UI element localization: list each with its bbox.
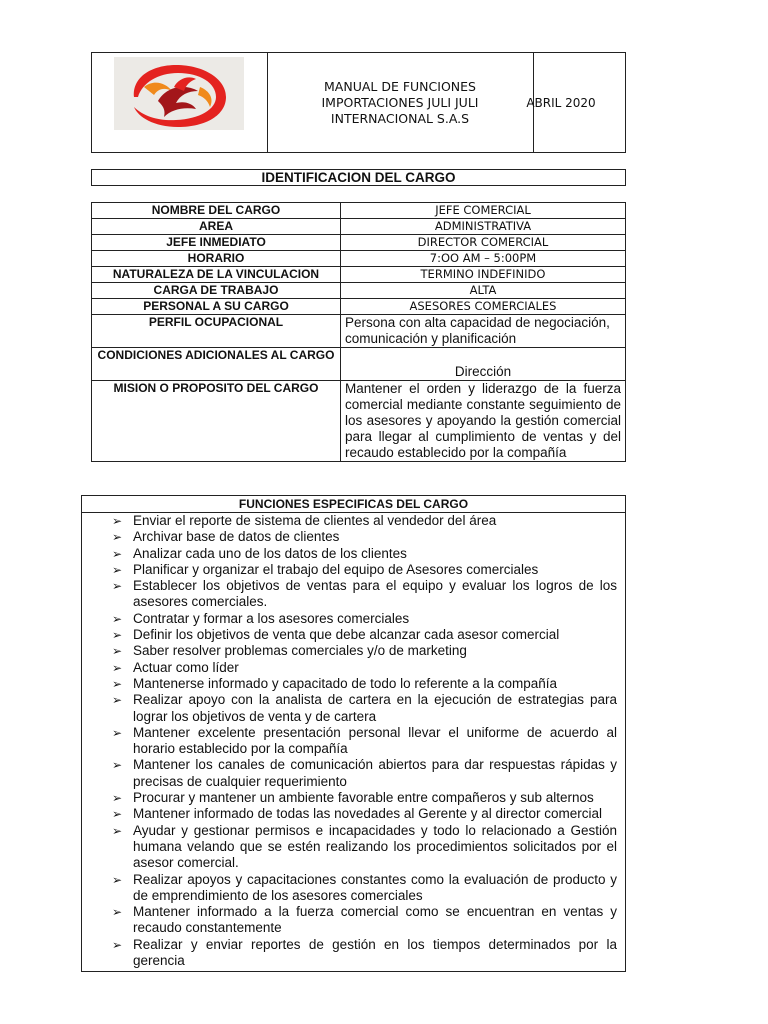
arrow-bullet-icon: ➢: [112, 937, 123, 952]
function-text: Definir los objetivos de venta que debe alcanzar cada asesor comercial: [133, 627, 560, 643]
arrow-bullet-icon: ➢: [112, 644, 123, 659]
logo-cell: [92, 53, 268, 152]
function-text: Procurar y mantener un ambiente favorable entre compañeros y sub alternos: [133, 790, 594, 806]
function-text: Enviar el reporte de sistema de clientes al vendedor del área: [133, 513, 497, 528]
row-label: CARGA DE TRABAJO: [92, 283, 341, 299]
section-title: IDENTIFICACION DEL CARGO: [91, 169, 626, 186]
manual-title: MANUAL DE FUNCIONES IMPORTACIONES JULI JULI INTERNACIONAL S.A.S: [267, 53, 534, 152]
functions-title: FUNCIONES ESPECIFICAS DEL CARGO: [82, 496, 625, 513]
arrow-bullet-icon: ➢: [112, 546, 123, 561]
function-text: Saber resolver problemas comerciales y/o de marketing: [133, 643, 467, 659]
function-text: Realizar y enviar reportes de gestión en los tiempos determinados por la gerencia: [133, 936, 617, 969]
row-value: Mantener el orden y liderazgo de la fuerza comercial mediante constante seguimiento de los asesores y apoyando la gestión comercial para llegar al cumplimiento de ventas y del recaudo establecido por la compañía: [341, 381, 626, 462]
list-item: [109, 725, 617, 758]
list-item: [109, 692, 617, 725]
arrow-bullet-icon: ➢: [112, 562, 123, 577]
row-label: HORARIO: [92, 251, 341, 267]
arrow-bullet-icon: ➢: [112, 676, 123, 691]
arrow-bullet-icon: ➢: [112, 611, 123, 626]
table-row: [92, 299, 626, 315]
list-item: [109, 660, 617, 676]
list-item: [109, 627, 617, 643]
table-row: [92, 219, 626, 235]
list-item: [109, 546, 617, 562]
row-value: DIRECTOR COMERCIAL: [341, 235, 626, 251]
list-item: [109, 676, 617, 692]
table-row: [92, 381, 626, 462]
function-text: Establecer los objetivos de ventas para el equipo y evaluar los logros de los asesores comerciales.: [133, 578, 617, 610]
function-text: Mantenerse informado y capacitado de todo lo referente a la compañía: [133, 675, 558, 691]
list-item: [109, 904, 617, 937]
table-row: [92, 348, 626, 381]
arrow-bullet-icon: ➢: [112, 905, 123, 920]
row-value: TERMINO INDEFINIDO: [341, 267, 626, 283]
row-label: MISION O PROPOSITO DEL CARGO: [92, 381, 341, 462]
function-text: Mantener informado de todas las novedades al Gerente y al director comercial: [133, 806, 602, 822]
function-text: Realizar apoyo con la analista de cartera en la ejecución de estrategias para lograr los objetivos de venta y de cartera: [133, 692, 617, 724]
function-text: Mantener informado a la fuerza comercial como se encuentran en ventas y recaudo constantemente: [133, 904, 617, 936]
function-text: Actuar como líder: [133, 659, 239, 675]
function-text: Planificar y organizar el trabajo del equipo de Asesores comerciales: [133, 561, 539, 577]
arrow-bullet-icon: ➢: [112, 758, 123, 773]
row-label: PERSONAL A SU CARGO: [92, 299, 341, 315]
arrow-bullet-icon: ➢: [112, 693, 123, 708]
list-item: [109, 806, 617, 822]
list-item: [109, 643, 617, 659]
arrow-bullet-icon: ➢: [112, 530, 123, 545]
row-value: ADMINISTRATIVA: [341, 219, 626, 235]
arrow-bullet-icon: ➢: [112, 872, 123, 887]
table-row: [92, 267, 626, 283]
table-row: [92, 251, 626, 267]
table-row: [92, 315, 626, 348]
table-row: [92, 283, 626, 299]
row-label: NATURALEZA DE LA VINCULACION: [92, 267, 341, 283]
phoenix-logo-icon: [114, 57, 244, 130]
document-header: [91, 52, 626, 153]
list-item: [109, 578, 617, 611]
row-label: CONDICIONES ADICIONALES AL CARGO: [92, 348, 341, 381]
document-date: ABRIL 2020: [526, 95, 596, 110]
arrow-bullet-icon: ➢: [112, 579, 123, 594]
list-item: [109, 513, 617, 529]
row-value: ASESORES COMERCIALES: [341, 299, 626, 315]
job-info-table: [91, 202, 626, 462]
list-item: [109, 790, 617, 806]
row-label: AREA: [92, 219, 341, 235]
function-text: Archivar base de datos de clientes: [133, 529, 340, 545]
list-item: [109, 823, 617, 872]
function-text: Analizar cada uno de los datos de los clientes: [133, 545, 407, 561]
function-text: Mantener los canales de comunicación abiertos para dar respuestas rápidas y precisas de cualquier requerimiento: [133, 757, 617, 789]
row-label: NOMBRE DEL CARGO: [92, 203, 341, 219]
row-value: Persona con alta capacidad de negociación, comunicación y planificación: [341, 315, 626, 348]
row-label: PERFIL OCUPACIONAL: [92, 315, 341, 348]
list-item: [109, 757, 617, 790]
arrow-bullet-icon: ➢: [112, 807, 123, 822]
row-label: JEFE INMEDIATO: [92, 235, 341, 251]
arrow-bullet-icon: ➢: [112, 628, 123, 643]
list-item: [109, 611, 617, 627]
arrow-bullet-icon: ➢: [112, 725, 123, 740]
arrow-bullet-icon: ➢: [112, 660, 123, 675]
row-value: Dirección: [341, 348, 626, 381]
arrow-bullet-icon: ➢: [112, 791, 123, 806]
list-item: [109, 562, 617, 578]
functions-list: [82, 513, 625, 969]
function-text: Contratar y formar a los asesores comerciales: [133, 610, 410, 626]
function-text: Mantener excelente presentación personal llevar el uniforme de acuerdo al horario establecido por la compañía: [133, 724, 617, 757]
arrow-bullet-icon: ➢: [112, 823, 123, 838]
company-logo: [114, 57, 244, 130]
list-item: [109, 872, 617, 905]
table-row: [92, 235, 626, 251]
list-item: [109, 529, 617, 545]
function-text: Ayudar y gestionar permisos e incapacidades y todo lo relacionado a Gestión humana velando que se estén realizando los procedimientos solicitados por el asesor comercial.: [133, 822, 617, 871]
list-item: [109, 937, 617, 970]
function-text: Realizar apoyos y capacitaciones constantes como la evaluación de producto y de emprendimiento de los asesores comerciales: [133, 871, 617, 903]
row-value: 7:OO AM – 5:00PM: [341, 251, 626, 267]
arrow-bullet-icon: ➢: [112, 514, 123, 528]
row-value: ALTA: [341, 283, 626, 299]
table-row: [92, 203, 626, 219]
row-value: JEFE COMERCIAL: [341, 203, 626, 219]
functions-section: [81, 495, 626, 972]
